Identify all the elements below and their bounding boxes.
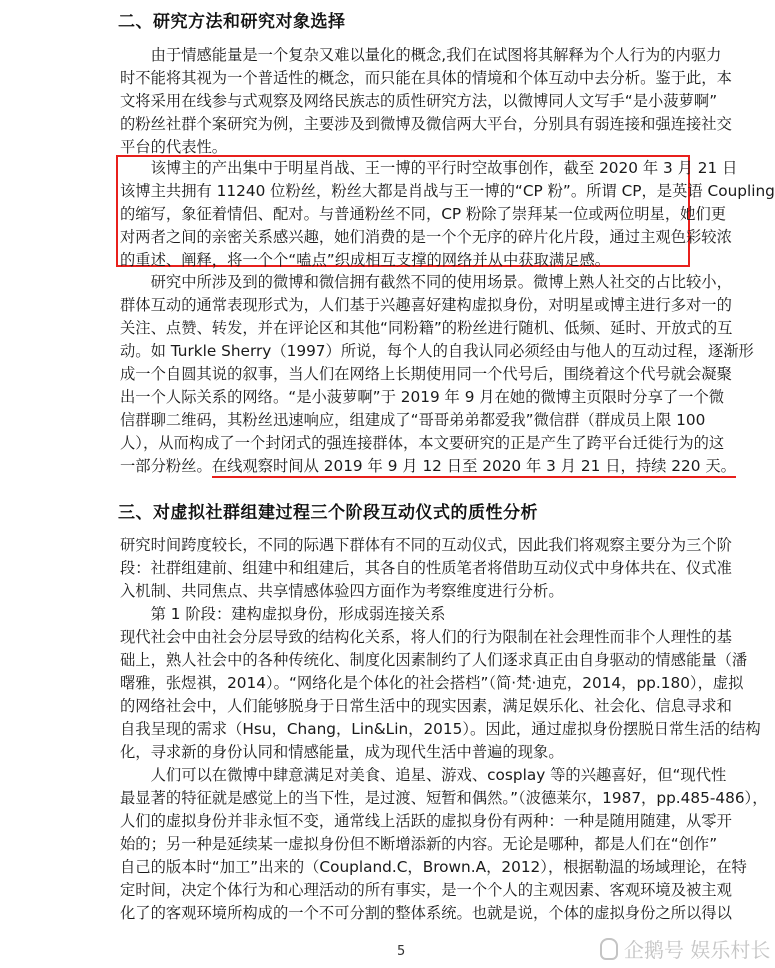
text-line: 由于情感能量是一个复杂又难以量化的概念,我们在试图将其解释为个人行为的内驱力 bbox=[120, 46, 722, 64]
text-line: 入机制、共同焦点、共享情感体验四方面作为考察维度进行分析。 bbox=[120, 582, 564, 600]
penguin-logo-icon bbox=[600, 938, 618, 960]
text-line: 人们的虚拟身份并非永恒不变，通常线上活跃的虚拟身份有两种：一种是随用随建，从零开 bbox=[120, 812, 732, 830]
text-line: 时不能将其视为一个普适性的概念，而只能在具体的情境和个体互动中去分析。鉴于此，本 bbox=[120, 69, 732, 87]
text-line: 信群聊二维码，其粉丝迅速响应，组建成了“哥哥弟弟都爱我”微信群（群成员上限 100 bbox=[120, 411, 706, 429]
text-line: 的重述、阐释，将一个个“嗑点”织成相互支撑的网络并从中获取满足感。 bbox=[120, 251, 611, 269]
text-line: 自我呈现的需求（Hsu，Chang，Lin&Lin，2015）。因此，通过虚拟身份摆脱日常生活的结构 bbox=[120, 720, 761, 738]
text-line: 始的；另一种是延续某一虚拟身份但不断增添新的内容。无论是哪种，都是人们在“创作” bbox=[120, 835, 718, 853]
watermark bbox=[600, 934, 770, 963]
text-line: 化了的客观环境所构成的一个不可分割的整体系统。也就是说，个体的虚拟身份之所以得以 bbox=[120, 904, 732, 922]
text-line: 定时间，决定个体行为和心理活动的所有事实，是一个个人的主观因素、客观环境及被主观 bbox=[120, 881, 732, 899]
text-line: 的缩写，象征着情侣、配对。与普通粉丝不同，CP 粉除了崇拜某一位或两位明星，她们更 bbox=[120, 205, 727, 223]
text-line: 最显著的特征就是感觉上的当下性，是过渡、短暂和偶然。”（波德莱尔，1987，pp.485-486）， bbox=[120, 789, 768, 807]
underlined-observation-period: 在线观察时间从 2019 年 9 月 12 日至 2020 年 3 月 21 日，持续 220 天。 bbox=[212, 457, 736, 478]
text-line: 平台的代表性。 bbox=[120, 138, 228, 156]
text-line: 人），从而构成了一个封闭式的强连接群体，本文要研究的正是产生了跨平台迁徙行为的这 bbox=[120, 434, 725, 452]
observation-period-line bbox=[120, 455, 736, 477]
text-line: 段：社群组建前、组建中和组建后，其各自的性质笔者将借助互动仪式中身体共在、仪式准 bbox=[120, 559, 732, 577]
text-line: 成一个自圆其说的叙事，当人们在网络上长期使用同一个代号后，围绕着这个代号就会凝聚 bbox=[120, 365, 732, 383]
text-line: 对两者之间的亲密关系感兴趣，她们消费的是一个个无序的碎片化片段，通过主观色彩较浓 bbox=[120, 228, 732, 246]
paragraph-tail: 一部分粉丝。 bbox=[120, 457, 212, 475]
text-line: 研究时间跨度较长，不同的际遇下群体有不同的互动仪式，因此我们将观察主要分为三个阶 bbox=[120, 536, 732, 554]
text-line: 人们可以在微博中肆意满足对美食、追星、游戏、cosplay 等的兴趣喜好，但“现代性 bbox=[120, 766, 727, 784]
text-line: 该博主的产出集中于明星肖战、王一博的平行时空故事创作，截至 2020 年 3 月 21 日 bbox=[120, 159, 738, 177]
text-line: 动。如 Turkle Sherry（1997）所说，每个人的自我认同必须经由与他人的互动过程，逐渐形 bbox=[120, 342, 754, 360]
text-line: 曙雅，张煜祺，2014）。“网络化是个体化的社会搭档”（简·梵·迪克，2014，pp.180），虚拟 bbox=[120, 674, 744, 692]
section-2-heading: 二、研究方法和研究对象选择 bbox=[118, 12, 346, 32]
text-line: 的网络社会中，人们能够脱身于日常生活中的现实因素，满足娱乐化、社会化、信息寻求和 bbox=[120, 697, 732, 715]
text-line: 第 1 阶段：建构虚拟身份，形成弱连接关系 bbox=[120, 605, 446, 623]
page-number: 5 bbox=[397, 944, 406, 959]
text-line: 研究中所涉及到的微博和微信拥有截然不同的使用场景。微博上熟人社交的占比较小， bbox=[120, 273, 732, 291]
text-line: 文将采用在线参与式观察及网络民族志的质性研究方法，以微博同人文写手“是小菠萝啊” bbox=[120, 92, 718, 110]
text-line: 出一个人际关系的网络。“是小菠萝啊”于 2019 年 9 月在她的微博主页限时分享了一个微 bbox=[120, 388, 725, 406]
text-line: 关注、点赞、转发，并在评论区和其他“同粉籍”的粉丝进行随机、低频、延时、开放式的互 bbox=[120, 319, 733, 337]
text-line: 础上，熟人社会中的各种传统化、制度化因素制约了人们逐求真正由自身驱动的情感能量（潘 bbox=[120, 651, 748, 669]
text-line: 群体互动的通常表现形式为，人们基于兴趣喜好建构虚拟身份，对明星或博主进行多对一的 bbox=[120, 296, 732, 314]
text-line: 现代社会中由社会分层导致的结构化关系，将人们的行为限制在社会理性而非个人理性的基 bbox=[120, 628, 732, 646]
text-line: 化，寻求新的身份认同和情感能量，成为现代生活中普遍的现象。 bbox=[120, 743, 564, 761]
text-line: 的粉丝社群个案研究为例，主要涉及到微博及微信两大平台，分别具有弱连接和强连接社交 bbox=[120, 115, 732, 133]
text-line: 自己的版本时“加工”出来的（Coupland.C，Brown.A，2012），根据勒温的场域理论，在特 bbox=[120, 858, 747, 876]
section-3-heading: 三、对虚拟社群组建过程三个阶段互动仪式的质性分析 bbox=[118, 503, 538, 523]
text-line: 该博主共拥有 11240 位粉丝，粉丝大都是肖战与王一博的“CP 粉”。所谓 CP，是英语 Coupling bbox=[120, 182, 775, 200]
watermark-text: 企鹅号 娱乐村长 bbox=[624, 938, 771, 962]
